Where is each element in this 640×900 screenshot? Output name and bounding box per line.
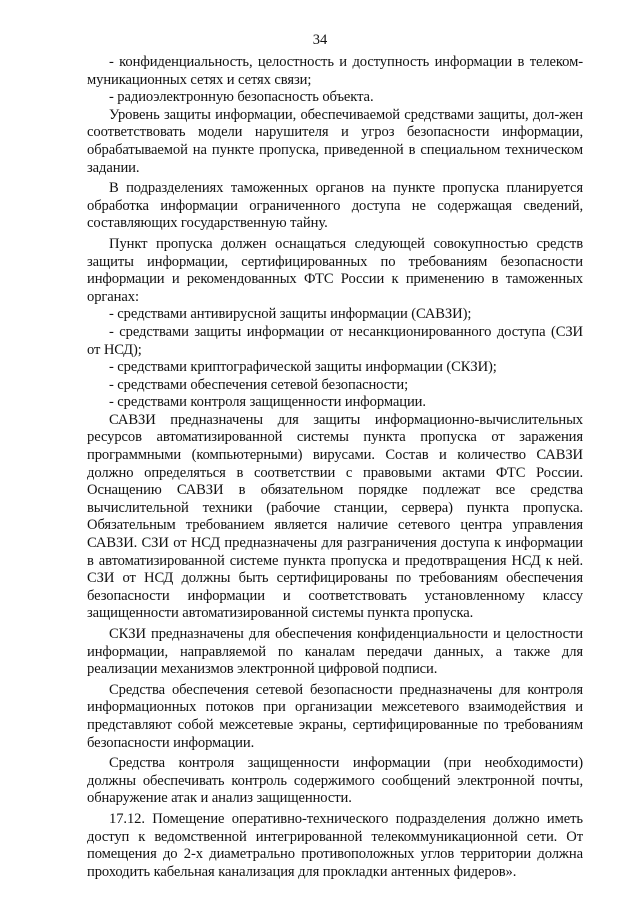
paragraph: - средствами антивирусной защиты информации (САВЗИ);: [109, 306, 472, 323]
paragraph: Средства контроля защищенности информации (при необходимости) должны обеспечивать контроль содержимого сообщений электронной почты, обнаружение атак и анализ защищенности.: [87, 755, 583, 807]
paragraph: СКЗИ предназначены для обеспечения конфиденциальности и целостности информации, направляемой по каналам передачи данных, а также для реализации механизмов электронной цифровой подписи.: [87, 626, 583, 678]
paragraph: Средства обеспечения сетевой безопасности предназначены для контроля информационных потоков при организации межсетевого взаимодействия и представляют собой межсетевые экраны, сертифицированные по требованиям безопасности информации.: [87, 681, 583, 751]
paragraph: - средствами обеспечения сетевой безопасности;: [109, 376, 409, 393]
paragraph: - средствами защиты информации от несанкционированного доступа (СЗИ от НСД);: [87, 323, 583, 358]
page-number: 34: [312, 32, 328, 48]
paragraph: Уровень защиты информации, обеспечиваемой средствами защиты, дол-жен соответствовать модели нарушителя и угроз безопасности информации, обрабатываемой на пункте пропуска, приведенной в специальном техническом задании.: [87, 106, 583, 176]
paragraph: САВЗИ предназначены для защиты информационно-вычислительных ресурсов автоматизированной системы пункта пропуска от заражения программными (компьютерными) вирусами. Состав и количество САВЗИ должно определяться в соответствии с правовыми актами ФТС России. Оснащению САВЗИ в обязательном порядке подлежат все средства вычислительной техники (рабочие станции, сервера) пункта пропуска. Обязательным требованием является наличие сетевого центра управления САВЗИ. СЗИ от НСД предназначены для разграничения доступа к информации в автоматизированной системе пункта пропуска и предотвращения НСД к ней. СЗИ от НСД должны быть сертифицированы по требованиям обеспечения безопасности информации и соответствовать установленному классу защищенности автоматизированной системы пункта пропуска.: [87, 411, 583, 622]
paragraph: 17.12. Помещение оперативно-технического подразделения должно иметь доступ к ведомственной интегрированной телекоммуникационной сети. От помещения до 2-х диаметрально противоположных углов территории должна проходить кабельная канализация для прокладки антенных фидеров».: [87, 810, 583, 880]
paragraph: - средствами криптографической защиты информации (СКЗИ);: [109, 359, 497, 376]
paragraph: - средствами контроля защищенности информации.: [109, 394, 426, 411]
document-body: [87, 54, 583, 881]
paragraph: В подразделениях таможенных органов на пункте пропуска планируется обработка информации ограниченного доступа не содержащая сведений, составляющих государственную тайну.: [87, 180, 583, 232]
paragraph: - радиоэлектронную безопасность объекта.: [109, 89, 374, 106]
paragraph: Пункт пропуска должен оснащаться следующей совокупностью средств защиты информации, сертифицированных по требованиям безопасности информации и рекомендованных ФТС России к применению в таможенных органах:: [87, 235, 583, 305]
paragraph: - конфиденциальность, целостность и доступность информации в телеком-муникационных сетях и сетях связи;: [87, 54, 583, 88]
